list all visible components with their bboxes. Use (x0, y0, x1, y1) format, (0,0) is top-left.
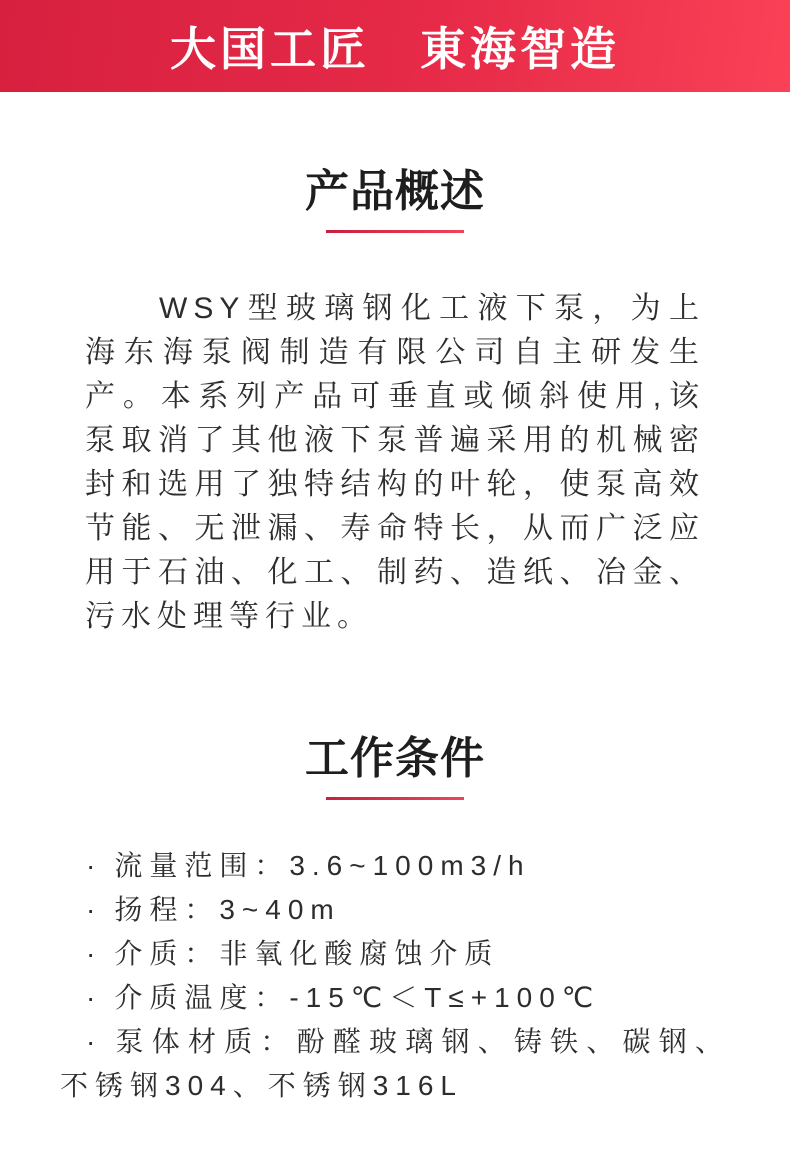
list-item-text: 介质：非氧化酸腐蚀介质 (114, 938, 500, 969)
banner-title: 大国工匠 東海智造 (170, 23, 620, 75)
conditions-title-underline (326, 797, 464, 800)
bullet-dot: · (86, 938, 103, 969)
bullet-dot: · (86, 1026, 103, 1057)
conditions-title: 工作条件 (305, 734, 485, 783)
list-item-head (60, 888, 730, 932)
top-banner (0, 0, 790, 92)
list-item-flow-range (60, 844, 730, 888)
section-working-conditions (0, 735, 790, 1108)
list-item-medium (60, 932, 730, 976)
overview-title-underline (326, 230, 464, 233)
section-overview (0, 168, 790, 639)
conditions-list (60, 844, 730, 1108)
list-item-text: 介质温度：-15℃＜T≤+100℃ (114, 982, 601, 1013)
list-item-pump-body-material (60, 1020, 730, 1108)
overview-paragraph: WSY型玻璃钢化工液下泵，为上海东海泵阀制造有限公司自主研发生产。本系列产品可垂直或倾斜使用,该泵取消了其他液下泵普遍采用的机械密封和选用了独特结构的叶轮，使泵高效节能、无泄漏、寿命特长，从而广泛应用于石油、化工、制药、造纸、冶金、污水处理等行业。 (85, 292, 705, 633)
list-item-text: 泵体材质：酚醛玻璃钢、铸铁、碳钢、不锈钢304、不锈钢316L (60, 1026, 730, 1101)
list-item-medium-temperature (60, 976, 730, 1020)
list-item-text: 流量范围：3.6~100m3/h (114, 850, 531, 881)
bullet-dot: · (86, 850, 103, 881)
bullet-dot: · (86, 894, 103, 925)
bullet-dot: · (86, 982, 103, 1013)
list-item-text: 扬程：3~40m (114, 894, 341, 925)
overview-title: 产品概述 (305, 167, 485, 216)
